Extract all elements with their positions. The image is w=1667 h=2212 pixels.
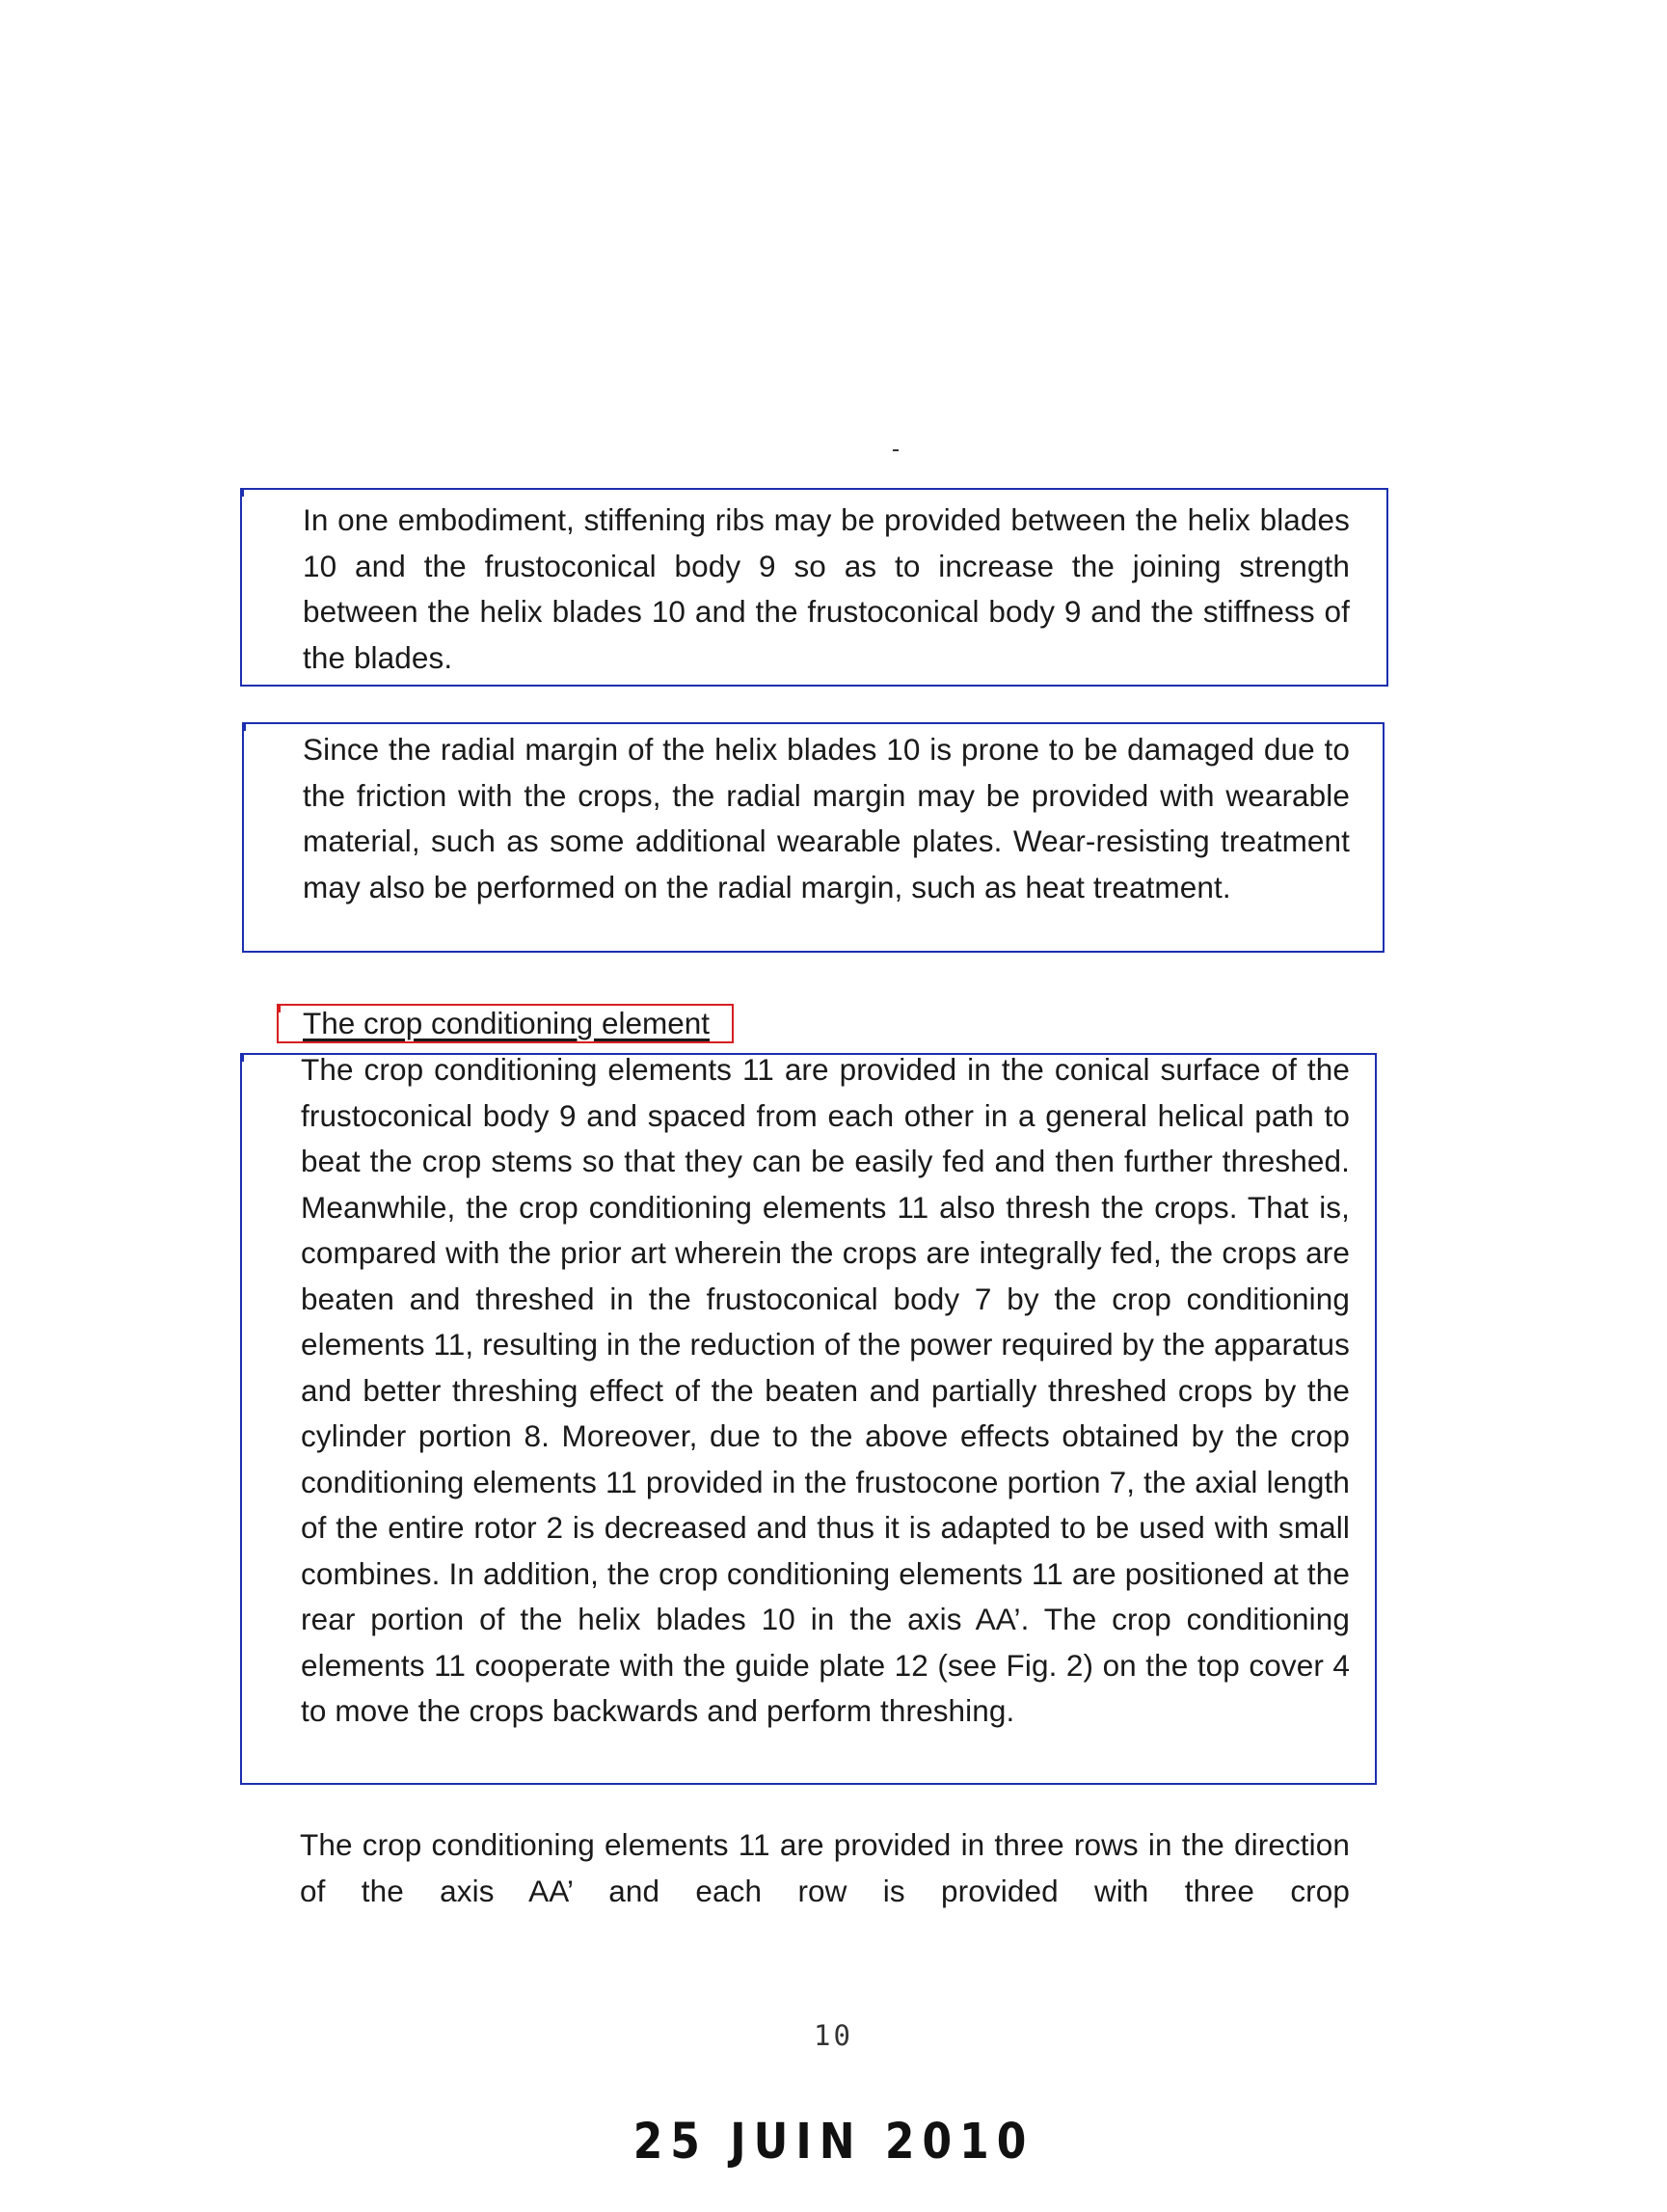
corner-marker — [278, 1005, 281, 1012]
corner-marker — [241, 489, 244, 497]
page-number: 10 — [814, 2019, 853, 2052]
date-stamp: 25 JUIN 2010 — [632, 2114, 1035, 2171]
corner-marker — [241, 1054, 244, 1062]
paragraph-three-rows: The crop conditioning elements 11 are provided in three rows in the direction of the axis AA’ and each row is provided with three crop — [300, 1827, 1350, 1908]
scan-speck — [893, 449, 899, 451]
corner-marker — [243, 723, 246, 731]
paragraph-crop-conditioning: The crop conditioning elements 11 are provided in the conical surface of the frustoconical body 9 and spaced from each other in a general helical path to beat the crop stems so that they can be easily fed and then further threshed. Meanwhile, the crop conditioning elements 11 also thresh the crops. That is, compared with the prior art wherein the crops are integrally fed, the crops are beaten and threshed in the frustoconical body 7 by the crop conditioning elements 11, resulting in the reduction of the power required by the apparatus and better threshing effect of the beaten and partially threshed crops by the cylinder portion 8. Moreover, due to the above effects obtained by the crop conditioning elements 11 provided in the frustocone portion 7, the axial length of the entire rotor 2 is decreased and thus it is adapted to be used with small combines. In addition, the crop conditioning elements 11 are positioned at the rear portion of the helix blades 10 in the axis AA’. The crop conditioning elements 11 cooperate with the guide plate 12 (see Fig. 2) on the top cover 4 to move the crops backwards and perform threshing. — [301, 1052, 1350, 1728]
paragraph-stiffening-ribs: In one embodiment, stiffening ribs may be provided between the helix blades 10 and the frustoconical body 9 so as to increase the joining strength between the helix blades 10 and the frustoconical body 9 and the stiffness of the blades. — [303, 502, 1350, 675]
section-heading: The crop conditioning element — [303, 1006, 711, 1040]
paragraph-radial-margin: Since the radial margin of the helix blades 10 is prone to be damaged due to the friction with the crops, the radial margin may be provided with wearable material, such as some additional wearable plates. Wear-resisting treatment may also be performed on the radial margin, such as heat treatment. — [303, 732, 1350, 904]
